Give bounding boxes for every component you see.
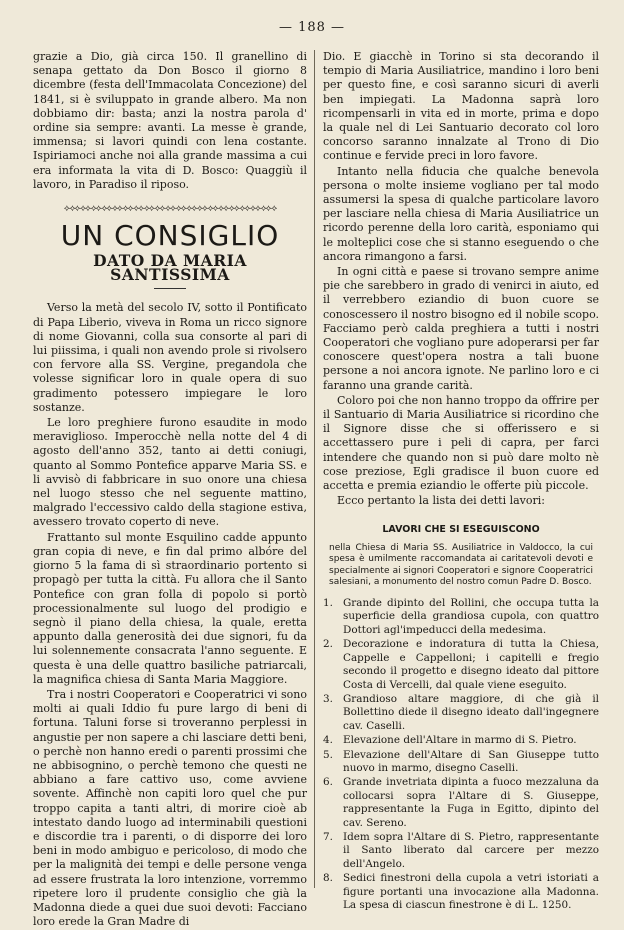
body-paragraph: In ogni città e paese si trovano sempre anime pie che sarebbero in grado di venirci in aiuto, ed il verrebbero eziandio di buon cuore se conoscessero il nostro bisogno ed il nobile scopo. Facciamo però calda preghiera a tutti i nostri Cooperatori che vogliano pure adoperarsi per far conoscere quest'opera nostra a tali buone persone a noi ancora ignote. Ne parlino loro e ci faranno una grande carità.: [323, 265, 599, 392]
list-item-number: 2.: [323, 638, 333, 651]
decorative-border: ⟡⟢⟡⟢⟡⟢⟡⟢⟡⟢⟡⟢⟡⟢⟡⟢⟡⟢⟡⟢⟡⟢⟡⟢⟡⟢⟡⟢⟡⟢⟡⟢⟡⟢⟡⟢⟡⟢⟡⟢: [63, 204, 277, 213]
list-item-text: Sedici finestroni della cupola a vetri istoriati a figure portanti una invocazione alla Madonna. La spesa di ciascun finestrone è di L. 1250.: [343, 872, 599, 912]
list-item-text: Decorazione e indoratura di tutta la Chiesa, Cappelle e Cappelloni; i capitelli e fregio secondo il progetto e disegno ideato dal pittore Costa di Vercelli, dal quale viene eseguito.: [343, 638, 599, 691]
body-paragraph: Frattanto sul monte Esquilino cadde appunto gran copia di neve, e fin dal primo albóre del giorno 5 la fama di sì straordinario portento si propagò per tutta la città. Fu allora che il Santo Pontefice con gran folla di popolo si portò processionalmente sul luogo del prodigio e segnò il piano della chiesa, la quale, eretta appunto dalla generosità dei due signori, fu da lui solennemente consacrata l'anno seguente. E questa è una delle quattro basiliche patriarcali, la magnifica chiesa di Santa Maria Maggiore.: [33, 530, 307, 686]
list-item-number: 4.: [323, 734, 333, 747]
article-title: UN CONSIGLIO: [60, 219, 280, 253]
list-item: [323, 749, 599, 776]
title-rule: [154, 288, 186, 289]
list-item: [323, 776, 599, 830]
list-item-number: 3.: [323, 692, 333, 705]
body-paragraph: Ecco pertanto la lista dei detti lavori:: [337, 494, 545, 508]
left-column: [33, 50, 307, 930]
body-paragraph: Le loro preghiere furono esaudite in modo meraviglioso. Imperocchè nella notte del 4 di agosto dell'anno 352, tanto ai detti coniugi, quanto al Sommo Pontefice apparve Maria SS. e li avvisò di fabbricare in suo onore una chiesa nel luogo stesso che nel seguente mattino, malgrado l'eccessivo caldo della stagione estiva, avessero trovato coperto di neve.: [33, 416, 307, 529]
article-subtitle: DATO DA MARIA SANTISSIMA: [93, 251, 247, 285]
works-subtitle: nella Chiesa di Maria SS. Ausiliatrice in Valdocco, la cui spesa è umilmente raccomandata ai caritatevoli devoti e specialmente ai signori Cooperatori e signore Cooperatrici salesiani, a monumento del nostro comun Padre D. Bosco.: [329, 542, 593, 588]
list-item-text: Elevazione dell'Altare di San Giuseppe tutto nuovo in marmo, disegno Caselli.: [343, 748, 599, 774]
works-heading: LAVORI CHE SI ESEGUISCONO: [382, 523, 540, 535]
list-item-text: Grande dipinto del Rollini, che occupa tutta la superficie della grandiosa cupola, con quattro Dottori agl'impeducci della medesima.: [343, 597, 599, 636]
list-item-number: 8.: [323, 872, 333, 885]
list-item-text: Grande invetriata dipinta a fuoco mezzaluna da collocarsi sopra l'Altare di S. Giuseppe, rappresentante la Fuga in Egitto, dipinto del cav. Sereno.: [343, 776, 599, 829]
body-paragraph: Tra i nostri Cooperatori e Cooperatrici vi sono molti ai quali Iddio fu pure largo di beni di fortuna. Taluni forse si troveranno perplessi in angustie per non sapere a chi lasciare detti beni, o perchè non hanno eredi o parenti prossimi che ne abbisognino, o perchè temono che questi ne abbiano a fare cattivo uso, come avviene sovente. Affinchè non capiti loro quel che pur troppo capita a tanti altri, di morire cioè ab intestato dando luogo ad interminabili questioni e discordie tra i parenti, o di disporre dei loro beni in modo ambiguo e pericoloso, di modo che per la malignità dei tempi e delle persone venga ad essere frustrata la loro intenzione, vorremmo ripetere loro il prudente consiglio che già la Madonna diede a quei due suoi devoti: Facciano loro erede la Gran Madre di: [33, 687, 307, 929]
body-paragraph: Coloro poi che non hanno troppo da offrire per il Santuario di Maria Ausiliatrice si ricordino che il Signore disse che si offerissero e si accettassero pure i peli di capra, per farci intendere che quando non si può dare molto nè cose preziose, Egli gradisce il buon cuore ed accetta e premia eziandio le offerte più piccole.: [323, 393, 599, 493]
list-item: [323, 638, 599, 692]
list-item-text: Grandioso altare maggiore, di che già il Bollettino diede il disegno ideato dall'ingegnere cav. Caselli.: [343, 692, 599, 732]
column-divider: [314, 50, 315, 888]
body-paragraph: Intanto nella fiducia che qualche benevola persona o molte insieme vogliano per tal modo assumersi la spesa di qualche particolare lavoro per lasciare nella chiesa di Maria Ausiliatrice un ricordo perenne della loro carità, esponiamo qui le molteplici cose che si stanno eseguendo o che ancora rimangono a farsi.: [323, 164, 599, 263]
body-paragraph: Dio. E giacchè in Torino si sta decorando il tempio di Maria Ausiliatrice, mandino i loro beni per questo fine, e così saranno sicuri di averli ben impiegati. La Madonna saprà loro ricompensarli in vita ed in morte, prima e dopo la quale nel di Lei Santuario decorato col loro concorso saranno innalzate al Trono di Dio continue e fervide preci in loro favore.: [323, 50, 599, 163]
list-item: [323, 597, 599, 637]
list-item-number: 7.: [323, 830, 333, 843]
list-item-number: 1.: [323, 597, 333, 610]
list-item: [323, 693, 599, 733]
right-column: [323, 50, 599, 913]
list-item-number: 6.: [323, 776, 333, 789]
list-item: [323, 831, 599, 871]
list-item: [323, 872, 599, 912]
list-item-text: Idem sopra l'Altare di S. Pietro, rappresentante il Santo liberato dal carcere per mezzo dell'Angelo.: [343, 830, 599, 870]
list-item: [323, 734, 599, 747]
list-item-number: 5.: [323, 748, 333, 761]
body-paragraph: Verso la metà del secolo IV, sotto il Pontificato di Papa Liberio, viveva in Roma un ricco signore di nome Giovanni, colla sua consorte al pari di lui piissima, i quali non avendo prole si rivolsero con fervore alla SS. Vergine, pregandola che volesse significar loro in quale opera di suo gradimento potessero impiegare le loro sostanze.: [33, 301, 307, 414]
works-list: [323, 597, 599, 912]
list-item-text: Elevazione dell'Altare in marmo di S. Pietro.: [343, 734, 577, 747]
intro-paragraph: grazie a Dio, già circa 150. Il granellino di senapa gettato da Don Bosco il giorno 8 dicembre (festa dell'Immacolata Concezione) del 1841, si è sviluppato in grande albero. Ma non dobbiamo dir: basta; anzi la nostra parola d' ordine sia sempre: avanti. La messe è grande, immensa; si lavori quindi con lena costante. Ispiriamoci anche noi alla grande massima a cui era informata la vita di D. Bosco: Quaggiù il lavoro, in Paradiso il riposo.: [33, 50, 307, 191]
page-number: — 188 —: [278, 20, 346, 35]
